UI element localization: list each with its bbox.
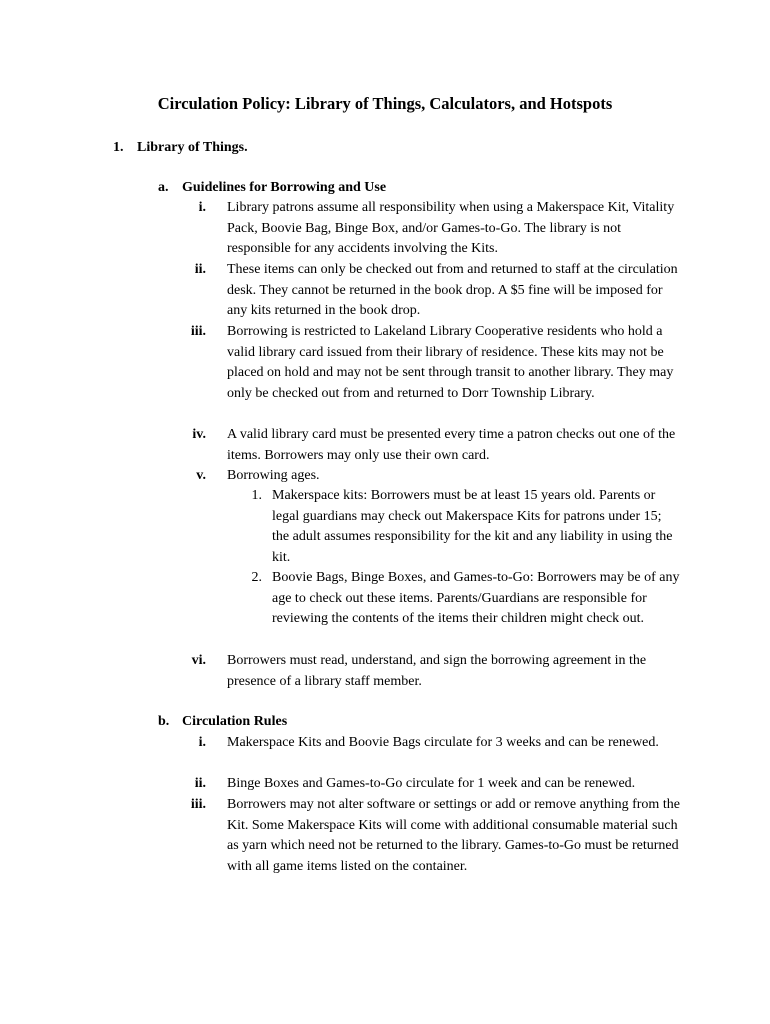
list-item: Library patrons assume all responsibility when using a Makerspace Kit, Vitality Pack, Boovie Bag, Binge Box, and/or Games-to-Go. The library is not responsible for any accidents involving the Kits. (227, 200, 675, 256)
list-item: Binge Boxes and Games-to-Go circulate for 1 week and can be renewed. (227, 776, 636, 791)
subsection-a-letter: a. (158, 180, 169, 195)
item-numeral: ii. (194, 262, 206, 277)
item-numeral: iii. (190, 797, 206, 812)
list-item: Borrowers must read, understand, and sign the borrowing agreement in the presence of a library staff member. (227, 653, 647, 689)
subsection-a-heading: Guidelines for Borrowing and Use (182, 180, 387, 195)
item-numeral: iv. (192, 427, 206, 442)
item-numeral: iii. (190, 324, 206, 339)
list-item: A valid library card must be presented every time a patron checks out one of the items. Borrowers may only use their own card. (227, 427, 676, 463)
subitem-number: 1. (251, 488, 262, 503)
section-heading: Library of Things. (137, 140, 248, 155)
subsection-b-heading: Circulation Rules (182, 714, 288, 729)
list-item: These items can only be checked out from and returned to staff at the circulation desk. They cannot be returned in the book drop. A $5 fine will be imposed for any kits returned in the book drop. (227, 262, 678, 318)
item-numeral: vi. (191, 653, 206, 668)
section-number: 1. (113, 140, 124, 155)
item-numeral: i. (198, 200, 206, 215)
item-numeral: i. (198, 735, 206, 750)
sub-list-item: Makerspace kits: Borrowers must be at least 15 years old. Parents or legal guardians may check out Makerspace Kits for patrons under 15; the adult assumes responsibility for the kit and any liability in using the kit. (272, 488, 673, 565)
list-item: Borrowing is restricted to Lakeland Library Cooperative residents who hold a valid library card issued from their library of residence. These kits may not be placed on hold and may not be sent through transit to another library. They may only be checked out from and returned to Dorr Township Library. (227, 324, 674, 401)
subitem-number: 2. (251, 570, 262, 585)
page-title: Circulation Policy: Library of Things, Calculators, and Hotspots (157, 94, 613, 113)
list-item: Borrowing ages. (227, 468, 320, 483)
item-numeral: v. (196, 468, 206, 483)
list-item: Makerspace Kits and Boovie Bags circulate for 3 weeks and can be renewed. (227, 735, 659, 750)
list-item: Borrowers may not alter software or settings or add or remove anything from the Kit. Some Makerspace Kits will come with additional consumable material such as yarn which need not be returned to the library. Games-to-Go must be returned with all game items listed on the container. (227, 797, 680, 874)
sub-list-item: Boovie Bags, Binge Boxes, and Games-to-Go: Borrowers may be of any age to check out these items. Parents/Guardians are responsible for reviewing the contents of the items their children might check out. (272, 570, 680, 626)
item-numeral: ii. (194, 776, 206, 791)
subsection-b-letter: b. (158, 714, 170, 729)
